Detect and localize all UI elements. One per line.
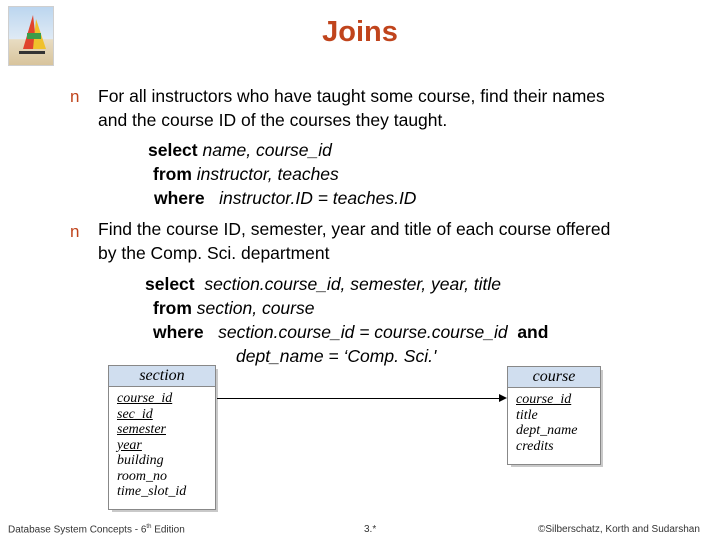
course-attr-course-id: course_id — [516, 392, 572, 407]
sql-continuation-line: dept_name = ‘Comp. Sci.' — [236, 346, 437, 366]
course-relation — [507, 366, 601, 465]
footer-book-title: Database System Concepts - 6th Edition — [8, 524, 185, 536]
bullet-1-line-1: For all instructors who have taught some course, find their names — [98, 86, 605, 106]
section-attr-course-id: course_id — [117, 391, 173, 406]
foreign-key-arrow-line — [217, 398, 501, 399]
course-relation-header: course — [508, 367, 600, 388]
sql-query-2 — [145, 272, 548, 368]
bullet-marker: n — [70, 87, 80, 106]
course-attr-credits: credits — [516, 438, 554, 454]
course-attr-dept-name: dept_name — [516, 423, 578, 438]
sql-select-line: select section.course_id, semester, year, title — [145, 274, 502, 294]
footer-copyright: ©Silberschatz, Korth and Sudarshan — [538, 524, 700, 535]
bullet-1-line-2: and the course ID of the courses they taught. — [98, 110, 448, 130]
section-attr-sec-id: sec_id — [117, 406, 153, 422]
section-attr-room-no: room_no — [117, 468, 168, 484]
course-attr-title: title — [516, 407, 538, 423]
course-attribute-list — [508, 388, 600, 454]
sql-from-line: from section, course — [153, 298, 315, 318]
slide-title: Joins — [322, 16, 398, 48]
section-attr-building: building — [117, 453, 164, 468]
sql-where-line: where section.course_id = course.course_id and — [153, 322, 549, 342]
section-attr-time-slot-id: time_slot_id — [117, 484, 187, 499]
sql-query-1 — [148, 138, 416, 210]
section-relation-header: section — [109, 366, 215, 387]
section-attribute-list — [109, 387, 215, 500]
sql-select-line: select name, course_id — [148, 140, 332, 160]
sql-where-line: where instructor.ID = teaches.ID — [154, 188, 417, 208]
footer-slide-number: 3.* — [364, 524, 377, 535]
bullet-marker: n — [70, 222, 80, 241]
bullet-2-line-2: by the Comp. Sci. department — [98, 243, 330, 263]
arrow-head-icon — [499, 394, 507, 402]
bullet-2-line-1: Find the course ID, semester, year and title of each course offered — [98, 219, 611, 239]
bullet-2-text — [98, 217, 610, 265]
section-attr-year: year — [117, 437, 142, 453]
bullet-1-text — [98, 84, 605, 132]
sql-from-line: from instructor, teaches — [153, 164, 339, 184]
section-attr-semester: semester — [117, 422, 166, 437]
section-relation — [108, 365, 216, 510]
